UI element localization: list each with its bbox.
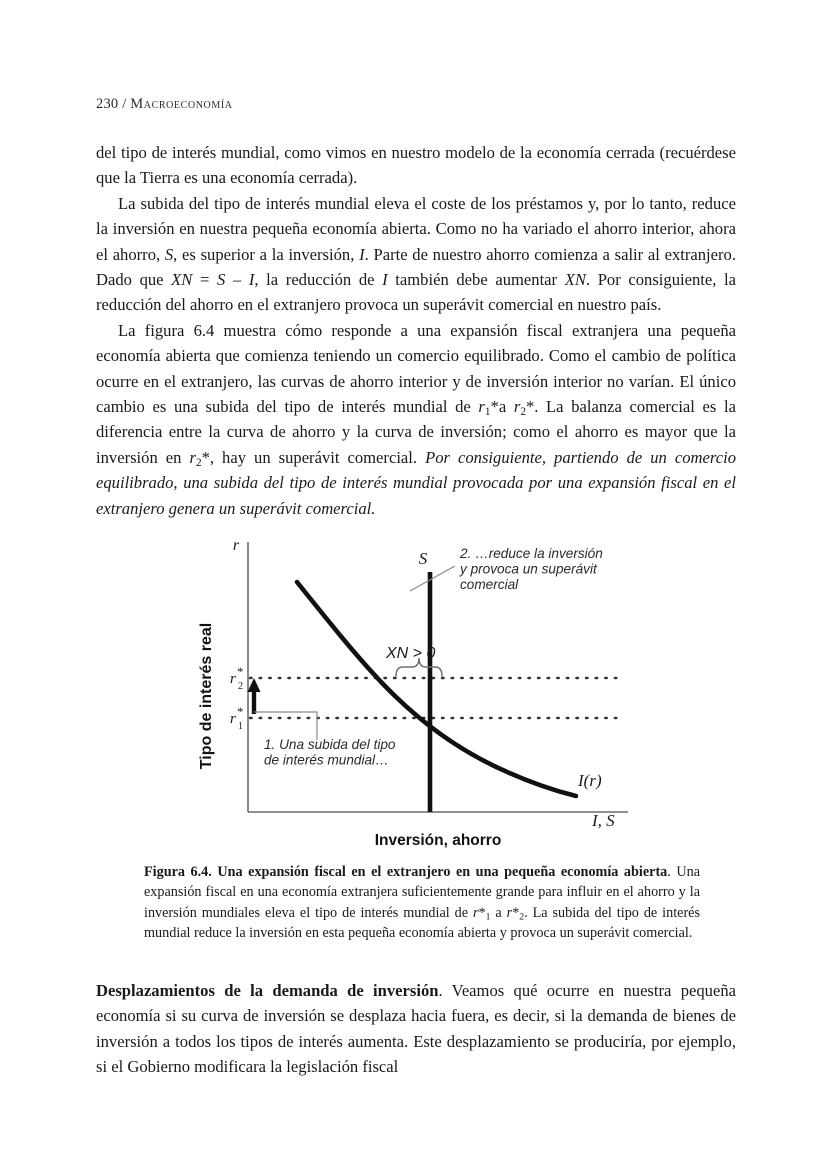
rate-increase-arrow-head [248,678,261,692]
x-axis-title: Inversión, ahorro [374,832,502,848]
annotation-2-line-1: 2. …reduce la inversión [460,546,603,561]
running-head-separator: / [122,96,127,112]
annotation-1-line-1: 1. Una subida del tipo [264,737,396,752]
annotation-2-line-3: comercial [460,577,519,592]
body-text-block [96,140,736,521]
closing-text: . Veamos qué ocurre en nuestra pequeña economía si su curva de inversión se desplaza hacia fuera, es decir, si la demanda de bienes de inversión a todos los tipos de interés aumenta. Este desplazamiento se produciría, por ejemplo, si el Gobierno modificara la legislación fiscal [96,981,736,1077]
figure-svg [0,528,828,848]
rate-low-label: r [230,711,236,727]
x-axis-symbol: I, S [592,811,615,830]
figure-caption [144,862,700,944]
annotation-2 [459,546,607,592]
running-head [96,96,233,113]
rate-high-star: * [237,664,244,679]
figure-6-4 [0,528,828,848]
investment-curve-label: I(r) [578,771,602,790]
xn-label: XN > 0 [386,645,436,662]
closing-heading: Desplazamientos de la demanda de inversión [96,981,439,1000]
paragraph-3 [96,318,736,521]
paragraph-2-text: La subida del tipo de interés mundial eleva el coste de los préstamos y, por lo tanto, reduce la inversión en nuestra pequeña economía abierta. Como no ha variado el ahorro interior, ahora el ahorro, S, es superior a la inversión, I. Parte de nuestro ahorro comienza a salir al extranjero. Dado que XN = S – I, la reducción de I también debe aumentar XN. Por consiguiente, la reducción del ahorro en el extranjero provoca un superávit comercial en nuestro país. [96,193,737,315]
rate-high-label: r [230,671,236,687]
paragraph-3-emphasis: Por consiguiente, partiendo de un comercio equilibrado, una subida del tipo de interés mundial provocada por una expansión fiscal en el extranjero genera un superávit comercial. [96,447,737,518]
closing-paragraph [96,978,736,1080]
rate-low-star: * [237,704,244,719]
y-axis-symbol: r [232,537,240,554]
paragraph-2 [96,191,736,318]
annotation-2-leader [410,566,455,591]
annotation-1-line-2: de interés mundial… [264,752,389,768]
annotation-2-line-2: y provoca un superávit [460,561,597,577]
rate-low-subscript: 1 [238,721,243,732]
saving-curve-label: S [418,549,428,568]
annotation-1-leader [254,712,317,740]
page-number: 230 [96,96,119,112]
book-title: Macroeconomía [130,96,233,112]
annotation-1 [264,737,399,768]
rate-high-subscript: 2 [238,681,243,692]
rate-low-marker [230,704,244,732]
paragraph-1: del tipo de interés mundial, como vimos en nuestro modelo de la economía cerrada (recuérdese que la Tierra es una economía cerrada). [96,143,736,188]
paragraph-3-text: La figura 6.4 muestra cómo responde a una expansión fiscal extranjera una pequeña economía abierta que comienza teniendo un comercio equilibrado. Como el cambio de política ocurre en el extranjero, las curvas de ahorro interior y de inversión interior no varían. El único cambio es una subida del tipo de interés mundial de $r_1*a$ $r_2*$. La balanza comercial es la diferencia entre la curva de ahorro y la curva de inversión; como el ahorro es mayor que la inversión en $r_2*$, hay un superávit comercial. Por consiguiente, partiendo de un comercio equilibrado, una subida del tipo de interés mundial provocada por una expansión fiscal en el extranjero genera un superávit comercial. [96,320,737,518]
rate-high-marker [230,664,244,692]
figure-caption-bold: Figura 6.4. Una expansión fiscal en el extranjero en una pequeña economía abierta [144,864,668,880]
figure-caption-rest: . Una expansión fiscal en una economía extranjera suficientemente grande para influir en el ahorro y la inversión mundiales eleva el tipo de interés mundial de $r*_1$ a $r*_2$. La subida del tipo de interés mundial reduce la inversión en esta pequeña economía abierta y provoca un superávit comercial. [144,864,700,942]
closing-section [96,978,736,1080]
y-axis-title: Tipo de interés real [198,622,215,770]
